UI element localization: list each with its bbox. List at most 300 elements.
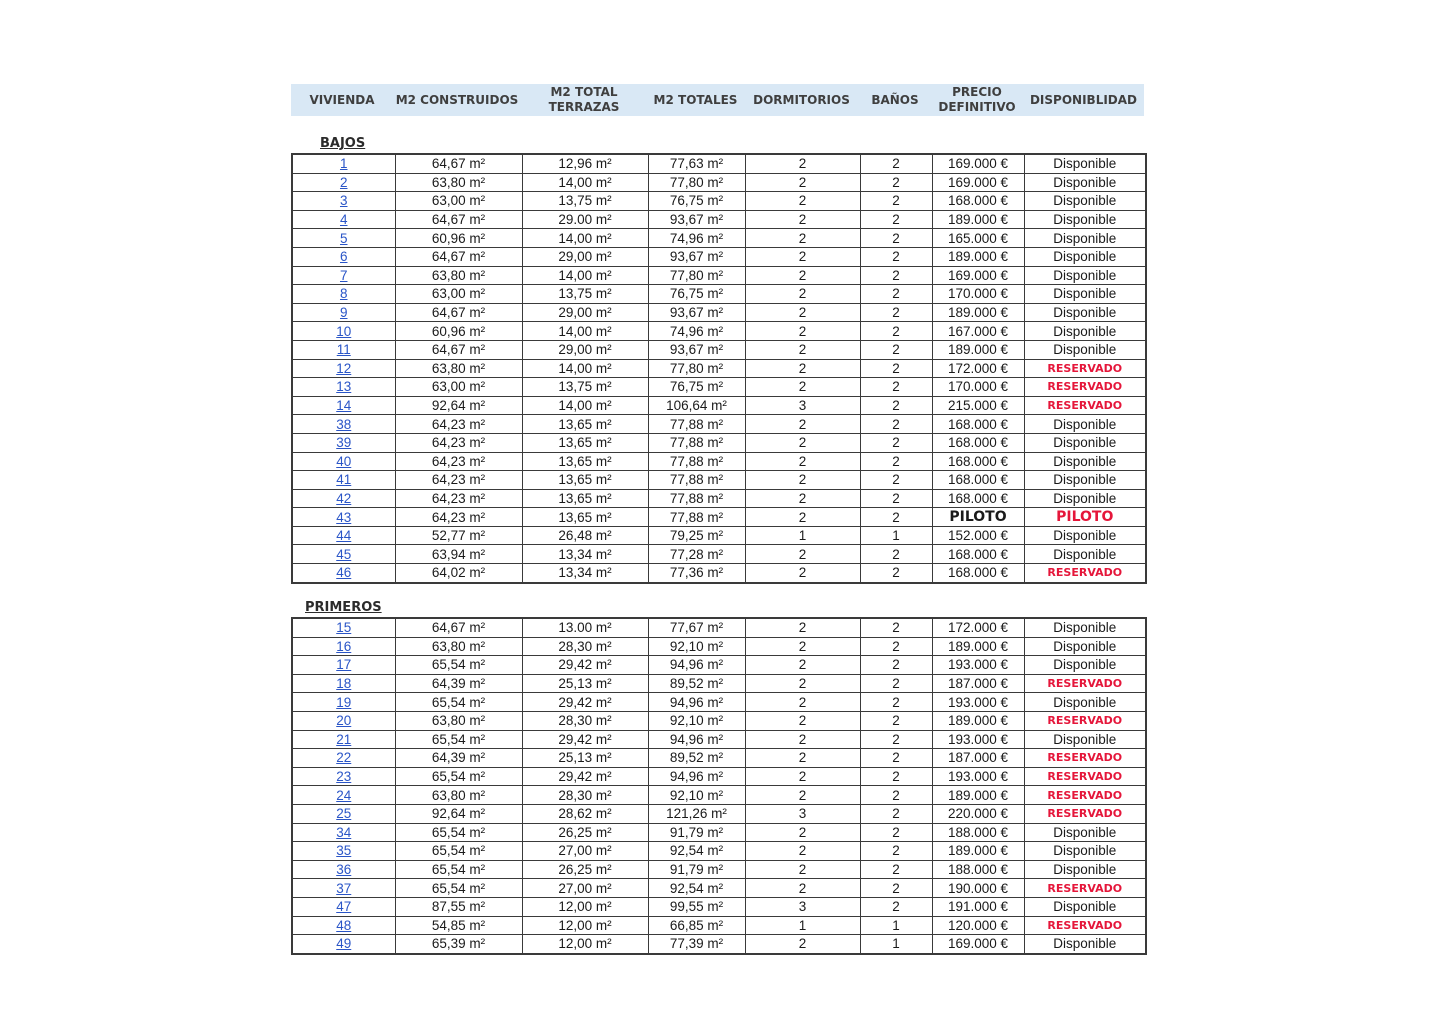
m2-construidos-cell: 65,54 m² bbox=[395, 767, 522, 786]
m2-construidos-cell: 64,02 m² bbox=[395, 564, 522, 583]
disponibilidad-cell: RESERVADO bbox=[1024, 674, 1146, 693]
dormitorios-cell: 2 bbox=[745, 842, 860, 861]
vivienda-cell bbox=[292, 749, 395, 768]
banos-cell: 2 bbox=[860, 730, 932, 749]
disponibilidad-cell: Disponible bbox=[1024, 303, 1146, 322]
dormitorios-cell: 2 bbox=[745, 860, 860, 879]
m2-construidos-cell: 63,94 m² bbox=[395, 545, 522, 564]
m2-construidos-cell: 65,54 m² bbox=[395, 860, 522, 879]
disponibilidad-cell: PILOTO bbox=[1024, 508, 1146, 527]
banos-cell: 2 bbox=[860, 359, 932, 378]
table-row bbox=[292, 359, 1146, 378]
vivienda-link[interactable]: 17 bbox=[336, 657, 352, 673]
m2-construidos-cell: 63,80 m² bbox=[395, 637, 522, 656]
dormitorios-cell: 2 bbox=[745, 767, 860, 786]
disponibilidad-cell: Disponible bbox=[1024, 823, 1146, 842]
column-header-precio-definitivo: PRECIO DEFINITIVO bbox=[938, 85, 1016, 114]
vivienda-cell bbox=[292, 916, 395, 935]
banos-cell: 2 bbox=[860, 711, 932, 730]
vivienda-link[interactable]: 9 bbox=[339, 305, 348, 321]
table-row bbox=[292, 192, 1146, 211]
m2-totales-cell: 94,96 m² bbox=[648, 767, 745, 786]
dormitorios-cell: 2 bbox=[745, 749, 860, 768]
banos-cell: 2 bbox=[860, 842, 932, 861]
disponibilidad-cell: RESERVADO bbox=[1024, 916, 1146, 935]
disponibilidad-cell: Disponible bbox=[1024, 545, 1146, 564]
m2-terrazas-cell: 29,00 m² bbox=[522, 340, 648, 359]
dormitorios-cell: 2 bbox=[745, 247, 860, 266]
dormitorios-cell: 2 bbox=[745, 935, 860, 954]
vivienda-link[interactable]: 14 bbox=[336, 398, 352, 414]
table-row bbox=[292, 433, 1146, 452]
m2-construidos-cell: 92,64 m² bbox=[395, 804, 522, 823]
m2-construidos-cell: 64,23 m² bbox=[395, 489, 522, 508]
m2-terrazas-cell: 29,42 m² bbox=[522, 767, 648, 786]
vivienda-link[interactable]: 19 bbox=[336, 694, 352, 710]
vivienda-link[interactable]: 25 bbox=[336, 806, 352, 822]
table-row bbox=[292, 210, 1146, 229]
m2-totales-cell: 91,79 m² bbox=[648, 860, 745, 879]
vivienda-cell bbox=[292, 935, 395, 954]
vivienda-link[interactable]: 10 bbox=[336, 323, 352, 339]
m2-construidos-cell: 54,85 m² bbox=[395, 916, 522, 935]
m2-construidos-cell: 64,67 m² bbox=[395, 618, 522, 637]
m2-terrazas-cell: 13,65 m² bbox=[522, 415, 648, 434]
dormitorios-cell: 3 bbox=[745, 897, 860, 916]
banos-cell: 2 bbox=[860, 508, 932, 527]
banos-cell: 2 bbox=[860, 804, 932, 823]
m2-construidos-cell: 65,54 m² bbox=[395, 656, 522, 675]
section-title-primeros: PRIMEROS bbox=[305, 600, 382, 615]
m2-totales-cell: 77,88 m² bbox=[648, 452, 745, 471]
precio-cell: 190.000 € bbox=[932, 879, 1024, 898]
disponibilidad-cell: Disponible bbox=[1024, 842, 1146, 861]
precio-cell: 168.000 € bbox=[932, 415, 1024, 434]
vivienda-cell bbox=[292, 322, 395, 341]
precio-cell: 167.000 € bbox=[932, 322, 1024, 341]
m2-totales-cell: 92,54 m² bbox=[648, 879, 745, 898]
m2-totales-cell: 89,52 m² bbox=[648, 674, 745, 693]
table-row bbox=[292, 916, 1146, 935]
dormitorios-cell: 1 bbox=[745, 526, 860, 545]
m2-construidos-cell: 65,54 m² bbox=[395, 842, 522, 861]
vivienda-cell bbox=[292, 359, 395, 378]
disponibilidad-cell: Disponible bbox=[1024, 730, 1146, 749]
dormitorios-cell: 2 bbox=[745, 711, 860, 730]
precio-cell: 168.000 € bbox=[932, 564, 1024, 583]
dormitorios-cell: 2 bbox=[745, 322, 860, 341]
vivienda-cell bbox=[292, 303, 395, 322]
vivienda-cell bbox=[292, 637, 395, 656]
vivienda-cell bbox=[292, 415, 395, 434]
vivienda-cell bbox=[292, 508, 395, 527]
precio-cell: 189.000 € bbox=[932, 340, 1024, 359]
disponibilidad-cell: RESERVADO bbox=[1024, 359, 1146, 378]
table-row bbox=[292, 693, 1146, 712]
m2-totales-cell: 77,63 m² bbox=[648, 154, 745, 173]
precio-cell: 215.000 € bbox=[932, 396, 1024, 415]
disponibilidad-cell: Disponible bbox=[1024, 452, 1146, 471]
disponibilidad-cell: Disponible bbox=[1024, 618, 1146, 637]
m2-terrazas-cell: 26,25 m² bbox=[522, 823, 648, 842]
table-row bbox=[292, 730, 1146, 749]
banos-cell: 2 bbox=[860, 564, 932, 583]
dormitorios-cell: 1 bbox=[745, 916, 860, 935]
vivienda-cell bbox=[292, 693, 395, 712]
m2-totales-cell: 91,79 m² bbox=[648, 823, 745, 842]
banos-cell: 2 bbox=[860, 378, 932, 397]
m2-construidos-cell: 65,54 m² bbox=[395, 730, 522, 749]
dormitorios-cell: 2 bbox=[745, 303, 860, 322]
m2-construidos-cell: 60,96 m² bbox=[395, 229, 522, 248]
m2-totales-cell: 79,25 m² bbox=[648, 526, 745, 545]
table-row bbox=[292, 842, 1146, 861]
vivienda-cell bbox=[292, 452, 395, 471]
banos-cell: 2 bbox=[860, 879, 932, 898]
vivienda-link[interactable]: 8 bbox=[339, 286, 348, 302]
vivienda-link[interactable]: 11 bbox=[336, 342, 351, 358]
column-header-disponibilidad: DISPONIBLIDAD bbox=[1029, 92, 1138, 107]
vivienda-link[interactable]: 36 bbox=[336, 862, 352, 878]
vivienda-cell bbox=[292, 173, 395, 192]
precio-cell: 168.000 € bbox=[932, 489, 1024, 508]
dormitorios-cell: 2 bbox=[745, 229, 860, 248]
m2-totales-cell: 77,36 m² bbox=[648, 564, 745, 583]
m2-construidos-cell: 92,64 m² bbox=[395, 396, 522, 415]
table-row bbox=[292, 415, 1146, 434]
column-header-m2-construidos: M2 CONSTRUIDOS bbox=[395, 92, 519, 107]
m2-terrazas-cell: 14,00 m² bbox=[522, 359, 648, 378]
m2-terrazas-cell: 13,65 m² bbox=[522, 471, 648, 490]
table-row bbox=[292, 452, 1146, 471]
precio-cell: 189.000 € bbox=[932, 210, 1024, 229]
table-row bbox=[292, 935, 1146, 954]
vivienda-cell bbox=[292, 396, 395, 415]
table-row bbox=[292, 266, 1146, 285]
table-row bbox=[292, 471, 1146, 490]
column-header-banos: BAÑOS bbox=[871, 92, 919, 107]
precio-cell: 168.000 € bbox=[932, 452, 1024, 471]
banos-cell: 2 bbox=[860, 471, 932, 490]
m2-construidos-cell: 63,80 m² bbox=[395, 359, 522, 378]
precio-cell: 193.000 € bbox=[932, 730, 1024, 749]
m2-construidos-cell: 65,54 m² bbox=[395, 693, 522, 712]
m2-totales-cell: 92,54 m² bbox=[648, 842, 745, 861]
vivienda-link[interactable]: 5 bbox=[339, 230, 348, 246]
m2-construidos-cell: 64,67 m² bbox=[395, 340, 522, 359]
table-row bbox=[292, 674, 1146, 693]
precio-cell: 189.000 € bbox=[932, 711, 1024, 730]
vivienda-cell bbox=[292, 192, 395, 211]
precio-cell: 189.000 € bbox=[932, 842, 1024, 861]
disponibilidad-cell: RESERVADO bbox=[1024, 879, 1146, 898]
vivienda-cell bbox=[292, 285, 395, 304]
precio-cell: 168.000 € bbox=[932, 192, 1024, 211]
vivienda-link[interactable]: 24 bbox=[336, 787, 352, 803]
disponibilidad-cell: Disponible bbox=[1024, 192, 1146, 211]
vivienda-cell bbox=[292, 767, 395, 786]
m2-terrazas-cell: 14,00 m² bbox=[522, 173, 648, 192]
precio-cell: 169.000 € bbox=[932, 935, 1024, 954]
m2-totales-cell: 77,67 m² bbox=[648, 618, 745, 637]
vivienda-cell bbox=[292, 842, 395, 861]
m2-construidos-cell: 87,55 m² bbox=[395, 897, 522, 916]
vivienda-cell bbox=[292, 154, 395, 173]
dormitorios-cell: 2 bbox=[745, 415, 860, 434]
disponibilidad-cell: RESERVADO bbox=[1024, 711, 1146, 730]
vivienda-cell bbox=[292, 804, 395, 823]
m2-terrazas-cell: 27,00 m² bbox=[522, 879, 648, 898]
m2-construidos-cell: 65,39 m² bbox=[395, 935, 522, 954]
table-row bbox=[292, 804, 1146, 823]
banos-cell: 2 bbox=[860, 340, 932, 359]
vivienda-link[interactable]: 15 bbox=[336, 620, 352, 636]
vivienda-link[interactable]: 49 bbox=[336, 936, 352, 952]
m2-terrazas-cell: 29,00 m² bbox=[522, 247, 648, 266]
units-table-bajos bbox=[291, 153, 1147, 584]
vivienda-cell bbox=[292, 879, 395, 898]
m2-totales-cell: 77,88 m² bbox=[648, 471, 745, 490]
precio-cell: 193.000 € bbox=[932, 693, 1024, 712]
precio-cell: 189.000 € bbox=[932, 786, 1024, 805]
m2-terrazas-cell: 28,62 m² bbox=[522, 804, 648, 823]
vivienda-cell bbox=[292, 229, 395, 248]
vivienda-link[interactable]: 21 bbox=[336, 731, 352, 747]
table-row bbox=[292, 860, 1146, 879]
m2-terrazas-cell: 12,00 m² bbox=[522, 897, 648, 916]
m2-terrazas-cell: 13,65 m² bbox=[522, 452, 648, 471]
dormitorios-cell: 2 bbox=[745, 378, 860, 397]
vivienda-link[interactable]: 43 bbox=[336, 509, 352, 525]
vivienda-link[interactable]: 45 bbox=[336, 546, 352, 562]
vivienda-link[interactable]: 20 bbox=[336, 713, 352, 729]
dormitorios-cell: 2 bbox=[745, 656, 860, 675]
banos-cell: 1 bbox=[860, 935, 932, 954]
disponibilidad-cell: Disponible bbox=[1024, 693, 1146, 712]
dormitorios-cell: 2 bbox=[745, 618, 860, 637]
vivienda-cell bbox=[292, 711, 395, 730]
m2-terrazas-cell: 25,13 m² bbox=[522, 674, 648, 693]
m2-terrazas-cell: 29,00 m² bbox=[522, 303, 648, 322]
disponibilidad-cell: Disponible bbox=[1024, 489, 1146, 508]
m2-terrazas-cell: 13,65 m² bbox=[522, 508, 648, 527]
vivienda-link[interactable]: 35 bbox=[336, 843, 352, 859]
vivienda-link[interactable]: 40 bbox=[336, 453, 352, 469]
dormitorios-cell: 2 bbox=[745, 879, 860, 898]
vivienda-cell bbox=[292, 786, 395, 805]
table-row bbox=[292, 564, 1146, 583]
vivienda-link[interactable]: 2 bbox=[339, 174, 348, 190]
dormitorios-cell: 3 bbox=[745, 804, 860, 823]
table-row bbox=[292, 229, 1146, 248]
precio-cell: 169.000 € bbox=[932, 154, 1024, 173]
disponibilidad-cell: Disponible bbox=[1024, 637, 1146, 656]
dormitorios-cell: 2 bbox=[745, 693, 860, 712]
vivienda-cell bbox=[292, 823, 395, 842]
vivienda-link[interactable]: 12 bbox=[336, 360, 352, 376]
precio-cell: 187.000 € bbox=[932, 674, 1024, 693]
m2-construidos-cell: 52,77 m² bbox=[395, 526, 522, 545]
banos-cell: 2 bbox=[860, 618, 932, 637]
precio-cell: 168.000 € bbox=[932, 433, 1024, 452]
m2-totales-cell: 94,96 m² bbox=[648, 693, 745, 712]
m2-construidos-cell: 64,39 m² bbox=[395, 749, 522, 768]
m2-terrazas-cell: 29,42 m² bbox=[522, 693, 648, 712]
m2-construidos-cell: 63,80 m² bbox=[395, 266, 522, 285]
vivienda-link[interactable]: 38 bbox=[336, 416, 352, 432]
vivienda-cell bbox=[292, 340, 395, 359]
banos-cell: 2 bbox=[860, 396, 932, 415]
table-row bbox=[292, 489, 1146, 508]
banos-cell: 2 bbox=[860, 433, 932, 452]
vivienda-link[interactable]: 18 bbox=[336, 676, 352, 692]
m2-terrazas-cell: 13,75 m² bbox=[522, 192, 648, 211]
table-row bbox=[292, 526, 1146, 545]
vivienda-link[interactable]: 44 bbox=[336, 528, 352, 544]
m2-construidos-cell: 63,80 m² bbox=[395, 786, 522, 805]
precio-cell: 120.000 € bbox=[932, 916, 1024, 935]
banos-cell: 1 bbox=[860, 526, 932, 545]
vivienda-link[interactable]: 48 bbox=[336, 917, 352, 933]
m2-terrazas-cell: 28,30 m² bbox=[522, 786, 648, 805]
disponibilidad-cell: Disponible bbox=[1024, 860, 1146, 879]
m2-construidos-cell: 65,54 m² bbox=[395, 879, 522, 898]
m2-totales-cell: 93,67 m² bbox=[648, 247, 745, 266]
table-row bbox=[292, 618, 1146, 637]
vivienda-cell bbox=[292, 489, 395, 508]
vivienda-link[interactable]: 34 bbox=[336, 824, 352, 840]
m2-terrazas-cell: 13,75 m² bbox=[522, 285, 648, 304]
vivienda-link[interactable]: 13 bbox=[336, 379, 352, 395]
table-row bbox=[292, 508, 1146, 527]
banos-cell: 2 bbox=[860, 897, 932, 916]
table-row bbox=[292, 545, 1146, 564]
m2-totales-cell: 77,80 m² bbox=[648, 266, 745, 285]
table-row bbox=[292, 322, 1146, 341]
dormitorios-cell: 2 bbox=[745, 452, 860, 471]
disponibilidad-cell: Disponible bbox=[1024, 897, 1146, 916]
disponibilidad-cell: RESERVADO bbox=[1024, 767, 1146, 786]
m2-construidos-cell: 64,67 m² bbox=[395, 247, 522, 266]
dormitorios-cell: 2 bbox=[745, 471, 860, 490]
m2-totales-cell: 89,52 m² bbox=[648, 749, 745, 768]
precio-cell: 220.000 € bbox=[932, 804, 1024, 823]
vivienda-link[interactable]: 42 bbox=[336, 490, 352, 506]
precio-cell: 191.000 € bbox=[932, 897, 1024, 916]
table-header bbox=[291, 84, 1144, 116]
m2-totales-cell: 121,26 m² bbox=[648, 804, 745, 823]
m2-totales-cell: 93,67 m² bbox=[648, 303, 745, 322]
m2-terrazas-cell: 13,65 m² bbox=[522, 433, 648, 452]
table-row bbox=[292, 711, 1146, 730]
m2-construidos-cell: 63,00 m² bbox=[395, 378, 522, 397]
banos-cell: 2 bbox=[860, 786, 932, 805]
vivienda-link[interactable]: 16 bbox=[336, 638, 352, 654]
section-title-bajos: BAJOS bbox=[320, 136, 366, 151]
vivienda-link[interactable]: 41 bbox=[336, 472, 352, 488]
disponibilidad-cell: RESERVADO bbox=[1024, 378, 1146, 397]
table-row bbox=[292, 378, 1146, 397]
banos-cell: 2 bbox=[860, 322, 932, 341]
banos-cell: 2 bbox=[860, 210, 932, 229]
m2-totales-cell: 76,75 m² bbox=[648, 192, 745, 211]
vivienda-link[interactable]: 1 bbox=[339, 156, 348, 172]
vivienda-link[interactable]: 7 bbox=[339, 267, 348, 283]
banos-cell: 2 bbox=[860, 545, 932, 564]
vivienda-cell bbox=[292, 526, 395, 545]
vivienda-link[interactable]: 46 bbox=[336, 565, 352, 581]
m2-construidos-cell: 63,00 m² bbox=[395, 192, 522, 211]
precio-cell: 187.000 € bbox=[932, 749, 1024, 768]
disponibilidad-cell: Disponible bbox=[1024, 154, 1146, 173]
m2-terrazas-cell: 14,00 m² bbox=[522, 266, 648, 285]
dormitorios-cell: 2 bbox=[745, 489, 860, 508]
disponibilidad-cell: Disponible bbox=[1024, 415, 1146, 434]
disponibilidad-cell: Disponible bbox=[1024, 266, 1146, 285]
banos-cell: 2 bbox=[860, 860, 932, 879]
table-row bbox=[292, 340, 1146, 359]
m2-terrazas-cell: 25,13 m² bbox=[522, 749, 648, 768]
banos-cell: 2 bbox=[860, 247, 932, 266]
disponibilidad-cell: Disponible bbox=[1024, 471, 1146, 490]
dormitorios-cell: 2 bbox=[745, 674, 860, 693]
m2-construidos-cell: 64,67 m² bbox=[395, 210, 522, 229]
dormitorios-cell: 2 bbox=[745, 154, 860, 173]
precio-cell: 188.000 € bbox=[932, 823, 1024, 842]
vivienda-link[interactable]: 6 bbox=[339, 249, 348, 265]
disponibilidad-cell: RESERVADO bbox=[1024, 749, 1146, 768]
vivienda-link[interactable]: 3 bbox=[339, 193, 348, 209]
m2-terrazas-cell: 27,00 m² bbox=[522, 842, 648, 861]
precio-cell: 169.000 € bbox=[932, 266, 1024, 285]
m2-terrazas-cell: 14,00 m² bbox=[522, 396, 648, 415]
vivienda-link[interactable]: 47 bbox=[336, 899, 352, 915]
m2-totales-cell: 74,96 m² bbox=[648, 229, 745, 248]
m2-totales-cell: 77,80 m² bbox=[648, 359, 745, 378]
vivienda-link[interactable]: 4 bbox=[339, 212, 348, 228]
banos-cell: 2 bbox=[860, 749, 932, 768]
banos-cell: 1 bbox=[860, 916, 932, 935]
m2-totales-cell: 77,88 m² bbox=[648, 433, 745, 452]
m2-totales-cell: 77,28 m² bbox=[648, 545, 745, 564]
m2-totales-cell: 92,10 m² bbox=[648, 637, 745, 656]
dormitorios-cell: 2 bbox=[745, 266, 860, 285]
table-row bbox=[292, 897, 1146, 916]
table-row bbox=[292, 396, 1146, 415]
vivienda-cell bbox=[292, 433, 395, 452]
vivienda-cell bbox=[292, 674, 395, 693]
table-row bbox=[292, 656, 1146, 675]
table-row bbox=[292, 786, 1146, 805]
disponibilidad-cell: RESERVADO bbox=[1024, 564, 1146, 583]
precio-cell: 168.000 € bbox=[932, 545, 1024, 564]
precio-cell: 188.000 € bbox=[932, 860, 1024, 879]
vivienda-link[interactable]: 22 bbox=[336, 750, 352, 766]
m2-totales-cell: 93,67 m² bbox=[648, 340, 745, 359]
column-header-vivienda: VIVIENDA bbox=[309, 92, 375, 107]
dormitorios-cell: 2 bbox=[745, 433, 860, 452]
dormitorios-cell: 2 bbox=[745, 359, 860, 378]
table-row bbox=[292, 767, 1146, 786]
vivienda-link[interactable]: 39 bbox=[336, 435, 352, 451]
banos-cell: 2 bbox=[860, 452, 932, 471]
vivienda-link[interactable]: 37 bbox=[336, 880, 352, 896]
banos-cell: 2 bbox=[860, 173, 932, 192]
vivienda-link[interactable]: 23 bbox=[336, 769, 352, 785]
m2-totales-cell: 77,88 m² bbox=[648, 415, 745, 434]
m2-construidos-cell: 64,23 m² bbox=[395, 433, 522, 452]
precio-cell: 152.000 € bbox=[932, 526, 1024, 545]
